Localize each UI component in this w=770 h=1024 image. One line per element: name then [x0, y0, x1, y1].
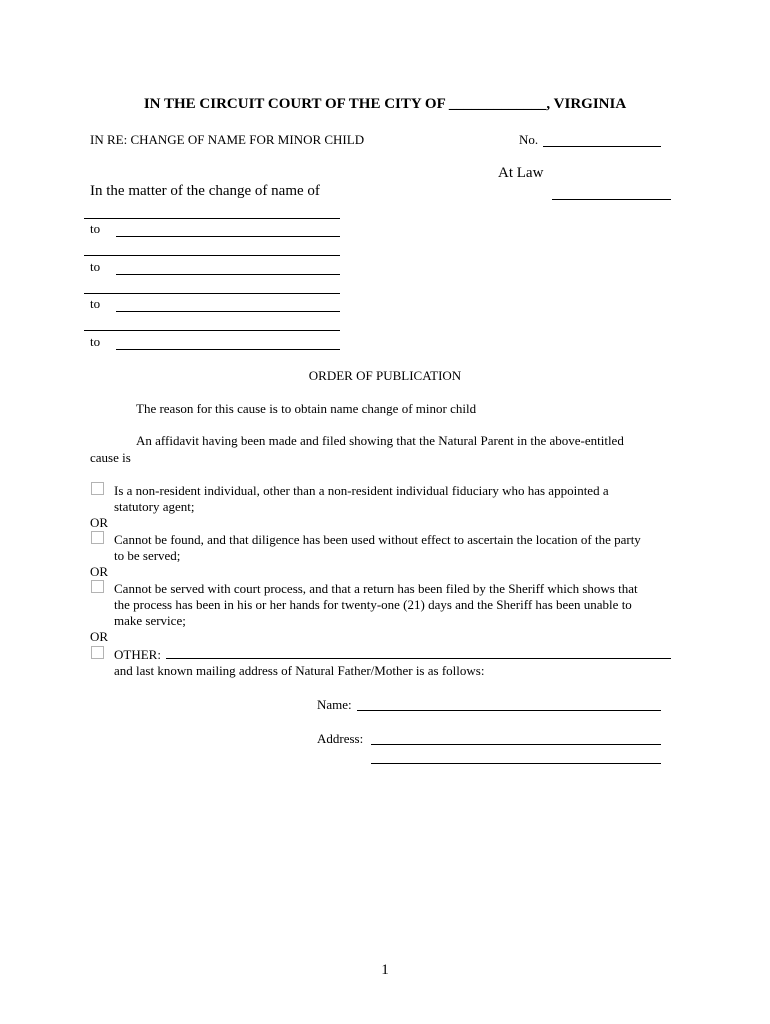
other-checkbox[interactable]: [91, 646, 104, 659]
other-field[interactable]: [166, 658, 671, 659]
current-name-field-2[interactable]: [84, 255, 340, 256]
page-number: 1: [381, 962, 389, 978]
new-name-field-2[interactable]: [116, 274, 340, 275]
option-text-line: Is a non-resident individual, other than a non-resident individual fiduciary who has appointed a: [114, 483, 609, 498]
current-name-field-3[interactable]: [84, 293, 340, 294]
nonresident-checkbox[interactable]: [91, 482, 104, 495]
new-name-field-4[interactable]: [116, 349, 340, 350]
to-label: to: [90, 221, 101, 236]
at-law-label: At Law: [498, 165, 544, 181]
option-text-line: statutory agent;: [114, 499, 195, 514]
to-label: to: [90, 334, 101, 349]
option-text-line: make service;: [114, 613, 186, 628]
order-title: ORDER OF PUBLICATION: [308, 368, 462, 383]
in-re-line: IN RE: CHANGE OF NAME FOR MINOR CHILD: [90, 132, 365, 147]
other-label: OTHER:: [114, 647, 161, 662]
matter-of-text: In the matter of the change of name of: [90, 183, 320, 199]
reason-text: The reason for this cause is to obtain name change of minor child: [136, 401, 477, 416]
court-title: IN THE CIRCUIT COURT OF THE CITY OF _____________, VIRGINIA: [143, 96, 627, 112]
at-law-field[interactable]: [552, 199, 671, 200]
address-label: Address:: [317, 731, 364, 746]
or-label: OR: [90, 515, 109, 530]
current-name-field-1[interactable]: [84, 218, 340, 219]
case-number-label: No.: [519, 132, 539, 147]
mailing-address-text: and last known mailing address of Natural Father/Mother is as follows:: [114, 663, 485, 678]
option-text-line: the process has been in his or her hands for twenty-one (21) days and the Sheriff has been unable to: [114, 597, 632, 612]
option-text-line: Cannot be found, and that diligence has been used without effect to ascertain the location of the party: [114, 532, 641, 547]
option-text-line: to be served;: [114, 548, 181, 563]
name-label: Name:: [317, 697, 352, 712]
affidavit-text-line-1: An affidavit having been made and filed showing that the Natural Parent in the above-entitled: [136, 433, 624, 448]
new-name-field-1[interactable]: [116, 236, 340, 237]
to-label: to: [90, 259, 101, 274]
case-number-field[interactable]: [543, 146, 661, 147]
cannot-be-found-checkbox[interactable]: [91, 531, 104, 544]
new-name-field-3[interactable]: [116, 311, 340, 312]
affidavit-text-line-2: cause is: [90, 450, 131, 465]
or-label: OR: [90, 629, 109, 644]
name-field[interactable]: [357, 710, 661, 711]
current-name-field-4[interactable]: [84, 330, 340, 331]
or-label: OR: [90, 564, 109, 579]
cannot-be-served-checkbox[interactable]: [91, 580, 104, 593]
address-field-line-2[interactable]: [371, 763, 661, 764]
to-label: to: [90, 296, 101, 311]
option-text-line: Cannot be served with court process, and that a return has been filed by the Sheriff which shows that: [114, 581, 638, 596]
address-field-line-1[interactable]: [371, 744, 661, 745]
